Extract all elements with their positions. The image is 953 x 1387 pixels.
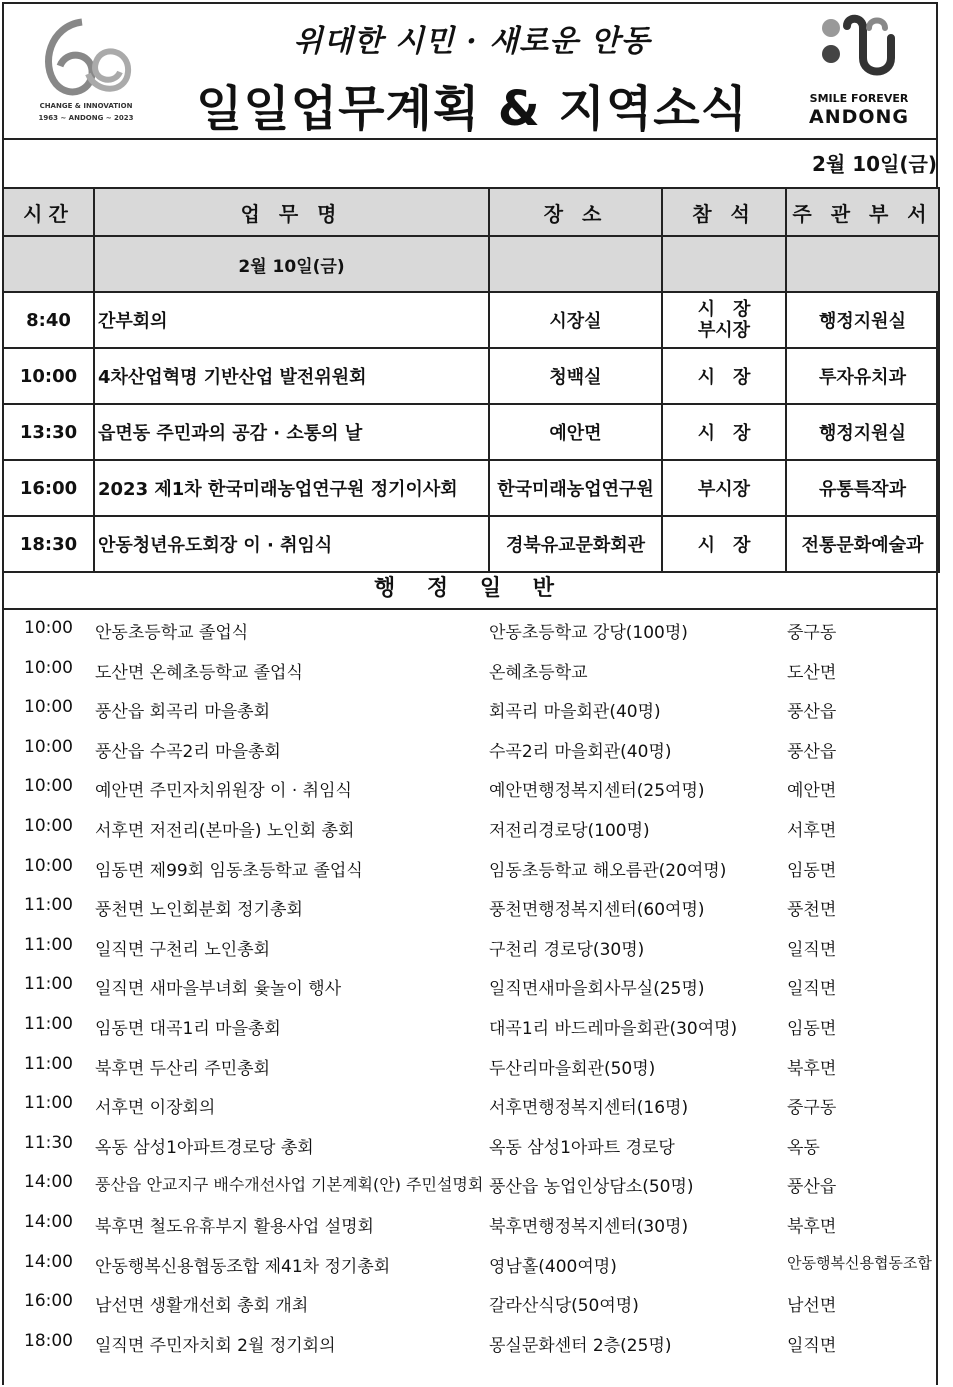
logo-line-2: ANDONG (808, 106, 910, 128)
item-place: 일직면새마을회사무실(25명) (489, 979, 705, 1000)
list-item (2, 1124, 938, 1164)
slogan: 위대한 시민 · 새로운 안동 (293, 24, 651, 59)
item-task: 풍천면 노인회분회 정기총회 (95, 900, 303, 921)
item-task: 옥동 삼성1아파트경로당 총회 (95, 1137, 314, 1158)
row-place: 시장실 (489, 292, 662, 348)
row-attend: 시 장 (662, 404, 786, 460)
item-task: 서후면 저전리(본마을) 노인회 총회 (95, 821, 355, 841)
row-attend-1: 시 장 (697, 299, 751, 320)
item-task: 임동면 제99회 임동초등학교 졸업식 (95, 860, 363, 881)
general-section-title: 행 정 일 반 (2, 569, 938, 610)
row-place: 청백실 (489, 348, 662, 404)
item-task: 서후면 이장회의 (95, 1098, 216, 1119)
item-place: 회곡리 마을회관(40명) (489, 702, 661, 723)
sixty-emblem-icon (30, 14, 142, 104)
item-time: 16:00 (24, 1291, 73, 1312)
header-time: 시간 (3, 188, 94, 236)
item-place: 예안면행정복지센터(25여명) (489, 781, 705, 802)
item-task: 안동초등학교 졸업식 (95, 623, 249, 643)
item-task: 임동면 대곡1리 마을총회 (95, 1019, 281, 1039)
item-dept: 서후면 (787, 821, 837, 841)
smile-emblem-icon (797, 14, 921, 90)
table-row (3, 460, 939, 516)
item-dept: 남선면 (787, 1296, 837, 1317)
row-dept: 행정지원실 (786, 404, 939, 460)
list-item (2, 847, 938, 887)
list-item (2, 1163, 938, 1203)
list-item (2, 1045, 938, 1085)
row-dept: 투자유치과 (786, 348, 939, 404)
list-item (2, 1322, 938, 1362)
anniversary-logo (30, 14, 142, 132)
list-item (2, 965, 938, 1005)
item-place: 풍산읍 농업인상담소(50명) (489, 1177, 694, 1198)
list-item (2, 649, 938, 689)
list-item (2, 728, 938, 768)
item-time: 11:00 (24, 1053, 73, 1074)
page-title: 일일업무계획 & 지역소식 (196, 81, 748, 137)
table-row (3, 348, 939, 404)
item-time: 11:00 (24, 974, 73, 995)
item-place: 영남홀(400여명) (489, 1256, 617, 1277)
smile-andong-logo (797, 14, 927, 132)
row-place: 경북유교문화회관 (489, 516, 662, 572)
row-place: 한국미래농업연구원 (489, 460, 662, 516)
header (2, 2, 938, 140)
item-task: 일직면 주민자치회 2월 정기회의 (95, 1335, 336, 1356)
table-row (3, 516, 939, 572)
item-dept: 옥동 (787, 1137, 820, 1158)
table-header-row (3, 188, 939, 236)
item-place: 북후면행정복지센터(30명) (489, 1217, 689, 1237)
header-attend: 참 석 (662, 188, 786, 236)
row-place: 예안면 (489, 404, 662, 460)
item-place: 안동초등학교 강당(100명) (489, 623, 688, 643)
item-task: 예안면 주민자치위원장 이 · 취임식 (95, 781, 352, 802)
item-time: 11:30 (24, 1132, 73, 1153)
item-place: 온혜초등학교 (489, 662, 588, 683)
list-item (2, 886, 938, 926)
item-dept: 풍산읍 (787, 741, 837, 762)
item-time: 11:00 (24, 1014, 73, 1034)
item-place: 갈라산식당(50여명) (489, 1296, 639, 1317)
item-place: 대곡1리 바드레마을회관(30여명) (489, 1019, 738, 1039)
item-dept: 예안면 (787, 781, 837, 802)
item-time: 10:00 (24, 816, 73, 836)
item-dept: 중구동 (787, 1098, 837, 1119)
item-dept: 일직면 (787, 939, 837, 960)
row-attend: 시 장 (662, 516, 786, 572)
row-task: 안동청년유도회장 이 · 취임식 (94, 516, 489, 572)
item-dept: 임동면 (787, 1019, 837, 1039)
item-place: 임동초등학교 해오름관(20여명) (489, 860, 727, 881)
header-dept: 주 관 부 서 (786, 188, 939, 236)
table-date-row (3, 236, 939, 292)
item-dept: 풍산읍 (787, 702, 837, 723)
item-task: 일직면 구천리 노인총회 (95, 939, 271, 960)
list-item (2, 926, 938, 966)
document-date: 2월 10일(금) (812, 152, 937, 176)
item-time: 11:00 (24, 934, 73, 955)
row-time: 8:40 (3, 292, 94, 348)
item-task: 북후면 철도유휴부지 활용사업 설명회 (95, 1217, 374, 1237)
item-task: 일직면 새마을부녀회 윷놀이 행사 (95, 979, 342, 1000)
item-place: 옥동 삼성1아파트 경로당 (489, 1137, 675, 1158)
row-time: 16:00 (3, 460, 94, 516)
item-time: 10:00 (24, 855, 73, 876)
item-dept: 풍천면 (787, 900, 837, 921)
item-place: 서후면행정복지센터(16명) (489, 1098, 689, 1119)
item-place: 풍천면행정복지센터(60여명) (489, 900, 705, 921)
item-task: 남선면 생활개선회 총회 개최 (95, 1296, 309, 1317)
logo-line-1: SMILE FOREVER (809, 92, 909, 105)
row-attend: 부시장 (662, 460, 786, 516)
item-time: 10:00 (24, 618, 73, 638)
item-task: 북후면 두산리 주민총회 (95, 1058, 271, 1079)
row-dept: 전통문화예술과 (786, 516, 939, 572)
item-time: 11:00 (24, 1093, 73, 1114)
row-task: 읍면동 주민과의 공감 · 소통의 날 (94, 404, 489, 460)
item-time: 14:00 (24, 1212, 73, 1232)
item-task: 풍산읍 안교지구 배수개선사업 기본계획(안) 주민설명회 (95, 1175, 484, 1195)
item-task: 도산면 온혜초등학교 졸업식 (95, 662, 303, 683)
item-time: 14:00 (24, 1172, 73, 1193)
item-time: 11:00 (24, 895, 73, 916)
list-item (2, 609, 938, 649)
item-place: 저전리경로당(100명) (489, 821, 650, 841)
schedule-table (2, 187, 940, 573)
item-dept: 북후면 (787, 1217, 837, 1237)
item-task: 안동행복신용협동조합 제41차 정기총회 (95, 1256, 391, 1277)
row-attend-2: 부시장 (697, 320, 751, 341)
row-time: 18:30 (3, 516, 94, 572)
list-item (2, 767, 938, 807)
item-time: 18:00 (24, 1330, 73, 1351)
header-task: 업 무 명 (94, 188, 489, 236)
item-place: 구천리 경로당(30명) (489, 939, 645, 960)
row-time: 13:30 (3, 404, 94, 460)
row-dept: 행정지원실 (786, 292, 939, 348)
item-time: 10:00 (24, 657, 73, 678)
item-place: 수곡2리 마을회관(40명) (489, 741, 672, 762)
list-item (2, 1243, 938, 1283)
item-dept: 풍산읍 (787, 1177, 837, 1198)
row-task: 간부회의 (94, 292, 489, 348)
item-time: 10:00 (24, 697, 73, 718)
row-attend (662, 292, 786, 348)
table-row (3, 292, 939, 348)
list-item (2, 807, 938, 847)
item-time: 10:00 (24, 776, 73, 797)
row-task: 2023 제1차 한국미래농업연구원 정기이사회 (94, 460, 489, 516)
item-place: 두산리마을회관(50명) (489, 1058, 656, 1079)
item-dept: 도산면 (787, 662, 837, 683)
item-task: 풍산읍 회곡리 마을총회 (95, 702, 271, 723)
list-item (2, 688, 938, 728)
row-time: 10:00 (3, 348, 94, 404)
item-dept: 북후면 (787, 1058, 837, 1079)
row-task: 4차산업혁명 기반산업 발전위원회 (94, 348, 489, 404)
item-time: 10:00 (24, 736, 73, 757)
list-item (2, 1282, 938, 1322)
header-place: 장 소 (489, 188, 662, 236)
table-row (3, 404, 939, 460)
item-dept: 중구동 (787, 623, 837, 643)
item-time: 14:00 (24, 1251, 73, 1272)
table-date: 2월 10일(금) (94, 236, 489, 292)
item-dept: 일직면 (787, 979, 837, 1000)
item-task: 풍산읍 수곡2리 마을총회 (95, 741, 281, 762)
item-dept: 일직면 (787, 1335, 837, 1356)
item-dept: 안동행복신용협동조합 (787, 1253, 932, 1272)
row-dept: 유통특작과 (786, 460, 939, 516)
logo-caption-1: CHANGE & INNOVATION (39, 102, 133, 110)
item-place: 몽실문화센터 2층(25명) (489, 1335, 672, 1356)
logo-caption-2: 1963 ~ ANDONG ~ 2023 (38, 114, 134, 122)
list-item (2, 1084, 938, 1124)
row-attend: 시 장 (662, 348, 786, 404)
item-dept: 임동면 (787, 860, 837, 881)
list-item (2, 1005, 938, 1045)
list-item (2, 1203, 938, 1243)
